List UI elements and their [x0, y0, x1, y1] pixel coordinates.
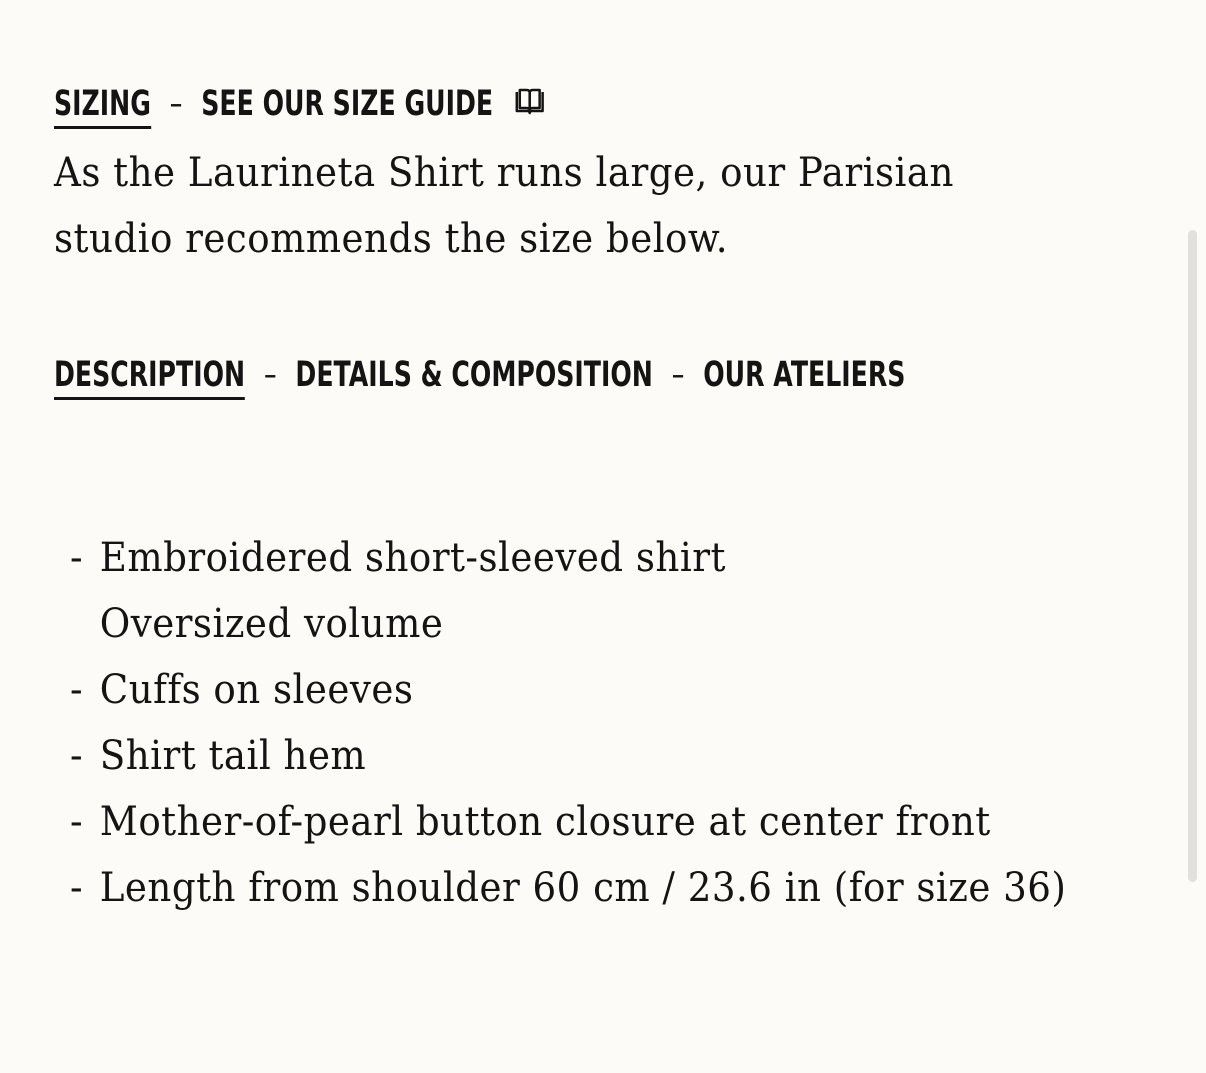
tab-separator: – — [263, 355, 277, 395]
list-dash: - — [70, 799, 84, 845]
open-book-icon[interactable] — [515, 86, 545, 123]
list-item-text: Embroidered short-sleeved shirt Oversized volume — [99, 535, 726, 647]
description-list — [70, 525, 1093, 921]
list-dash: - — [70, 865, 84, 911]
heading-separator: – — [169, 83, 183, 124]
list-item-text: Mother-of-pearl button closure at center front — [99, 799, 991, 845]
list-dash: - — [70, 733, 84, 779]
list-item-text: Cuffs on sleeves — [99, 667, 414, 713]
tab-details-composition[interactable]: DETAILS & COMPOSITION — [295, 355, 653, 395]
list-item — [70, 657, 1093, 723]
tab-description[interactable]: DESCRIPTION — [54, 358, 245, 400]
size-recommendation-text: As the Laurineta Shirt runs large, our Parisian studio recommends the size below. — [54, 150, 954, 262]
list-item — [70, 723, 1093, 789]
scrollbar[interactable] — [1188, 230, 1197, 882]
tab-sizing[interactable]: SIZING — [54, 87, 151, 129]
list-item-text: Shirt tail hem — [99, 733, 367, 779]
description-tabs — [54, 355, 906, 400]
tab-our-ateliers[interactable]: OUR ATELIERS — [703, 355, 906, 395]
list-dash: - — [70, 535, 84, 581]
sizing-heading — [54, 83, 536, 129]
list-dash: - — [70, 667, 84, 713]
list-item — [70, 525, 1093, 657]
list-item — [70, 855, 1093, 921]
size-guide-link[interactable]: SEE OUR SIZE GUIDE — [201, 83, 494, 124]
list-item — [70, 789, 1093, 855]
list-item-text: Length from shoulder 60 cm / 23.6 in (for size 36) — [99, 865, 1067, 911]
tab-separator: – — [671, 355, 685, 395]
